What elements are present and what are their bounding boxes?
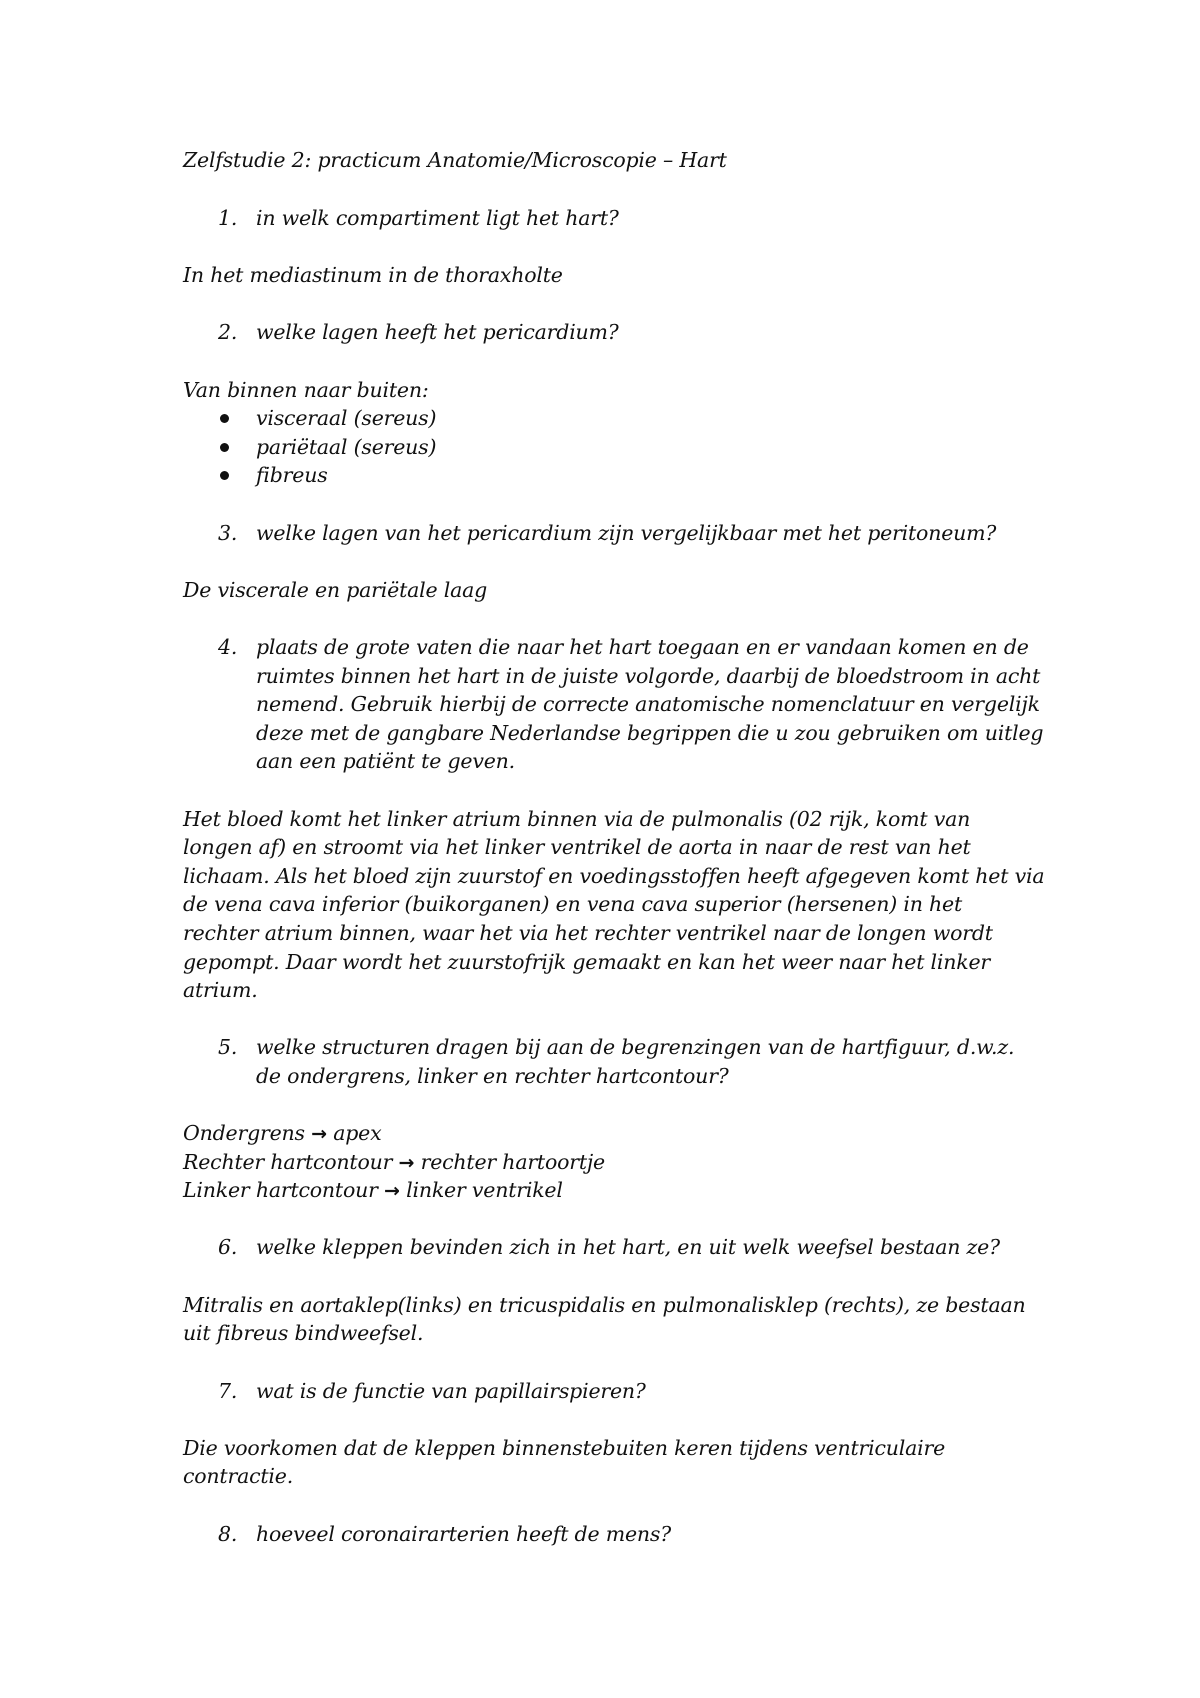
bullet-icon: [220, 471, 229, 480]
question-number: 6.: [218, 1235, 238, 1259]
answer-text: gepompt. Daar wordt het zuurstofrijk gemaakt en kan het weer naar het linker: [183, 950, 991, 974]
bullet-text: pariëtaal (sereus): [256, 435, 437, 459]
answer-text: De viscerale en pariëtale laag: [183, 578, 488, 602]
question-text: welke lagen van het pericardium zijn vergelijkbaar met het peritoneum?: [256, 521, 997, 545]
arrow-right-text: apex: [333, 1121, 382, 1145]
question-text: wat is de functie van papillairspieren?: [256, 1379, 646, 1403]
question-number: 8.: [218, 1522, 238, 1546]
question-text: plaats de grote vaten die naar het hart toegaan en er vandaan komen en de: [256, 635, 1029, 659]
question-text: welke lagen heeft het pericardium?: [256, 320, 619, 344]
right-arrow-icon: →: [384, 1180, 400, 1202]
question-text: welke structuren dragen bij aan de begrenzingen van de hartfiguur, d.w.z.: [256, 1035, 1015, 1059]
question-text: in welk compartiment ligt het hart?: [256, 206, 619, 230]
arrow-left-text: Linker hartcontour: [183, 1178, 378, 1202]
document-title: Zelfstudie 2: practicum Anatomie/Microscopie – Hart: [183, 148, 727, 172]
answer-text: contractie.: [183, 1464, 294, 1488]
answer-text: de vena cava inferior (buikorganen) en vena cava superior (hersenen) in het: [183, 892, 962, 916]
answer-arrow-line: [183, 1148, 605, 1176]
question-number: 4.: [218, 635, 238, 659]
question-number: 3.: [218, 521, 238, 545]
answer-text: Die voorkomen dat de kleppen binnenstebuiten keren tijdens ventriculaire: [183, 1436, 946, 1460]
arrow-left-text: Ondergrens: [183, 1121, 305, 1145]
bullet-icon: [220, 443, 229, 452]
bullet-text: visceraal (sereus): [256, 406, 437, 430]
question-text: de ondergrens, linker en rechter hartcontour?: [256, 1064, 729, 1088]
answer-text: lichaam. Als het bloed zijn zuurstof en voedingsstoffen heeft afgegeven komt het via: [183, 864, 1045, 888]
question-number: 5.: [218, 1035, 238, 1059]
answer-arrow-line: [183, 1176, 563, 1204]
question-text: nemend. Gebruik hierbij de correcte anatomische nomenclatuur en vergelijk: [256, 692, 1040, 716]
answer-text: atrium.: [183, 978, 258, 1002]
answer-text: In het mediastinum in de thoraxholte: [183, 263, 563, 287]
answer-text: Het bloed komt het linker atrium binnen via de pulmonalis (02 rijk, komt van: [183, 807, 971, 831]
question-number: 7.: [218, 1379, 238, 1403]
bullet-text: fibreus: [256, 463, 328, 487]
answer-text: uit fibreus bindweefsel.: [183, 1321, 424, 1345]
arrow-right-text: linker ventrikel: [406, 1178, 563, 1202]
arrow-left-text: Rechter hartcontour: [183, 1150, 393, 1174]
question-number: 2.: [218, 320, 238, 344]
answer-text: Mitralis en aortaklep(links) en tricuspidalis en pulmonalisklep (rechts), ze bestaan: [183, 1293, 1026, 1317]
answer-text: longen af) en stroomt via het linker ventrikel de aorta in naar de rest van het: [183, 835, 971, 859]
question-text: hoeveel coronairarterien heeft de mens?: [256, 1522, 672, 1546]
right-arrow-icon: →: [398, 1152, 415, 1174]
answer-intro: Van binnen naar buiten:: [183, 378, 429, 402]
arrow-right-text: rechter hartoortje: [420, 1150, 605, 1174]
right-arrow-icon: →: [311, 1123, 327, 1145]
question-text: ruimtes binnen het hart in de juiste volgorde, daarbij de bloedstroom in acht: [256, 664, 1041, 688]
bullet-icon: [220, 414, 229, 423]
question-text: aan een patiënt te geven.: [256, 749, 515, 773]
question-text: welke kleppen bevinden zich in het hart, en uit welk weefsel bestaan ze?: [256, 1235, 1000, 1259]
question-number: 1.: [218, 206, 238, 230]
question-text: deze met de gangbare Nederlandse begrippen die u zou gebruiken om uitleg: [256, 721, 1044, 745]
answer-arrow-line: [183, 1119, 381, 1147]
answer-text: rechter atrium binnen, waar het via het rechter ventrikel naar de longen wordt: [183, 921, 993, 945]
